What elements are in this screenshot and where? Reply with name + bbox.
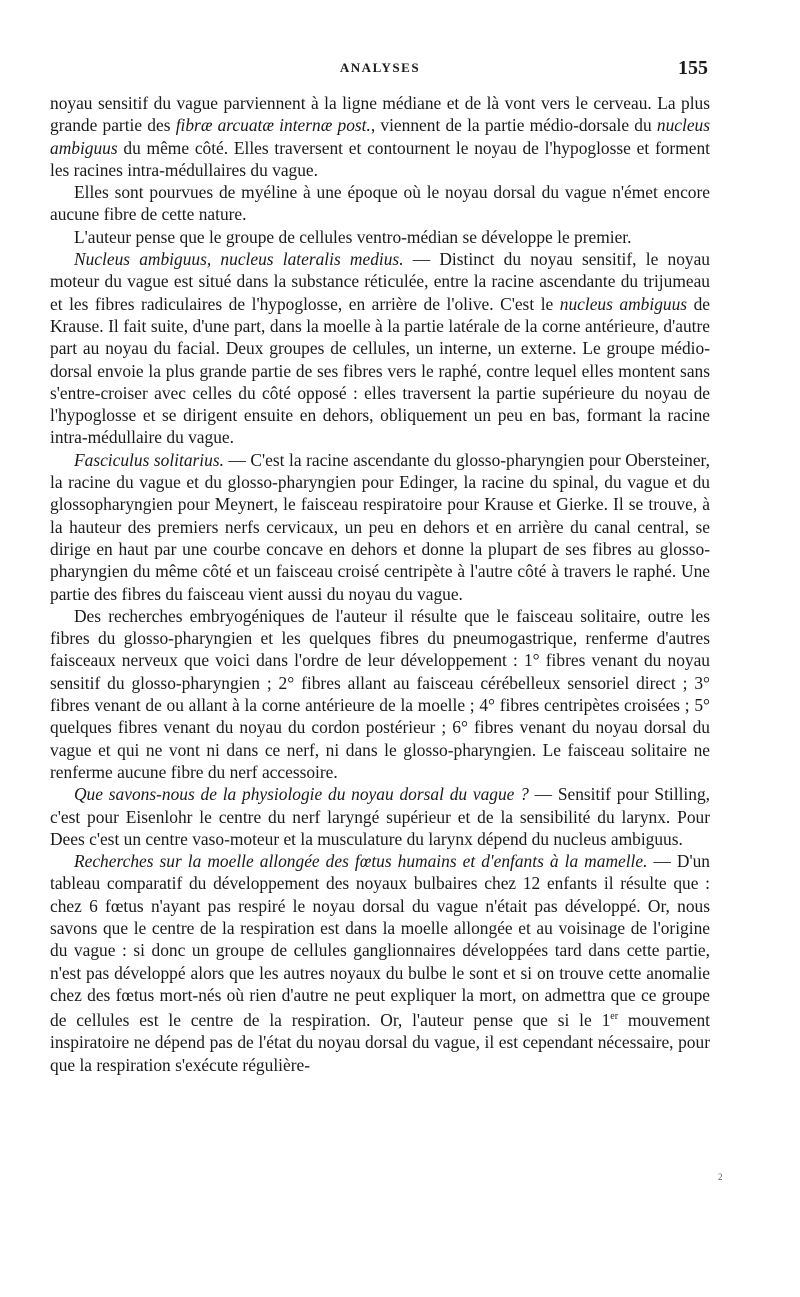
- text-run: Des recherches embryogéniques de l'auteur il résulte que le faisceau solitaire, outre les fibres du glosso-pharyngien et les quelques fibres du pneumogastrique, renferme d'autres faisceaux nerveux que voici dans l'ordre de leur développement : 1° fibres venant du noyau sensitif du glosso-pharyngien ; 2° fibres allant au faisceau cérébelleux sensoriel direct ; 3° fibres venant de ou allant à la corne antérieure de la moelle ; 4° fibres centripètes croisées ; 5° quelques fibres venant du noyau du cordon postérieur ; 6° fibres venant du noyau dorsal du vague et qui ne vont ni dans ce nerf, ni dans le glosso-pharyngien. Le faisceau solitaire ne renferme aucune fibre du nerf accessoire.: [50, 605, 710, 782]
- text-run: — D'un tableau comparatif du développement des noyaux bulbaires chez 12 enfants il résulte que : chez 6 fœtus n'ayant pas respiré le noyau dorsal du vague n'était pas développé. Or, nous savons que le centre de la respiration est dans la moelle allongée et au voisinage de l'origine du vague : si donc un groupe de cellules ganglionnaires développées tard dans cette partie, n'est pas développé alors que les autres noyaux du bulbe le sont et si on trouve cette anomalie chez des fœtus mort-nés où rien d'autre ne peut expliquer la mort, on admettra que ce groupe de cellules est le centre de la respiration. Or, l'auteur pense que si le: [50, 851, 710, 1030]
- text-run: , viennent de la partie médio-dorsale du: [370, 115, 657, 136]
- page-header: [52, 57, 708, 82]
- text-run: L'auteur pense que le groupe de cellules ventro-médian se développe le premier.: [74, 226, 632, 247]
- text-run: mouvement inspiratoire ne dépend pas de l'état du noyau dorsal du vague, il est cependant nécessaire, pour que la respiration s'exécute régulière-: [50, 1009, 710, 1075]
- italic-term: Recherches sur la moelle allongée des fœtus humains et d'enfants à la mamelle.: [74, 851, 648, 872]
- paragraph: [50, 605, 710, 783]
- paragraph: [50, 850, 710, 1076]
- italic-term: Fasciculus solitarius.: [74, 449, 224, 470]
- body-text: [50, 92, 710, 1076]
- paragraph: [50, 92, 710, 181]
- running-title: ANALYSES: [339, 60, 421, 75]
- italic-term: nucleus ambiguus: [50, 115, 710, 158]
- italic-term: Que savons-nous de la physiologie du noyau dorsal du vague ?: [74, 784, 529, 805]
- text-run: — Distinct du noyau sensitif, le noyau moteur du vague est situé dans la substance réticulée, entre la racine ascendante du trijumeau et les fibres radiculaires de l'hypoglosse, en arrière de l'olive. C'est le: [50, 249, 710, 314]
- paragraph: [50, 248, 710, 449]
- page-number: 155: [678, 57, 708, 79]
- text-run: 1: [601, 1009, 611, 1030]
- paragraph: [50, 783, 710, 850]
- superscript: er: [610, 1011, 619, 1023]
- text-run: du même côté. Elles traversent et contournent le noyau de l'hypoglosse et forment les racines intra-médullaires du vague.: [50, 137, 710, 180]
- paragraph: [50, 226, 710, 248]
- text-run: — C'est la racine ascendante du glosso-pharyngien pour Obersteiner, la racine du vague et du glosso-pharyngien pour Edinger, la racine du spinal, du vague et du glossopharyngien pour Meynert, le faisceau respiratoire pour Krause et Gierke. Il se trouve, à la hauteur des premiers nerfs cervicaux, un peu en dehors et en arrière du canal central, se dirige en haut par une courbe concave en dehors et donne la plupart de ses fibres au glosso-pharyngien du même côté et un faisceau croisé centripète à l'autre côté à travers le raphé. Une partie des fibres du faisceau vient aussi du noyau du vague.: [50, 449, 711, 604]
- text-run: — Sensitif pour Stilling, c'est pour Eisenlohr le centre du nerf laryngé supérieur et de la sensibilité du larynx. Pour Dees c'est un centre vaso-moteur et la musculature du larynx dépend du nucleus ambiguus.: [50, 784, 710, 849]
- italic-term: nucleus ambiguus: [559, 293, 688, 314]
- text-run: noyau sensitif du vague parviennent à la ligne médiane et de là vont vers le cerveau. La plus grande partie des: [50, 93, 710, 136]
- paragraph: [50, 181, 710, 226]
- text-run: de Krause. Il fait suite, d'une part, dans la moelle à la partie latérale de la corne antérieure, d'autre part au noyau du facial. Deux groupes de cellules, un interne, un externe. Le groupe médio-dorsal envoie la plus grande partie de ses fibres vers le raphé, contre lequel elles montent sans s'entre-croiser avec celles du côté opposé : elles traversent la partie supérieure du noyau de l'hypoglosse et se dirigent ensuite en dehors, obliquement un peu en bas, formant la racine intra-médullaire du vague.: [50, 293, 711, 448]
- italic-term: fibræ arcuatæ internæ post.: [175, 115, 371, 136]
- margin-mark: 2: [718, 1172, 723, 1182]
- italic-term: Nucleus ambiguus, nucleus lateralis medius.: [74, 249, 404, 270]
- text-run: Elles sont pourvues de myéline à une époque où le noyau dorsal du vague n'émet encore aucune fibre de cette nature.: [50, 182, 710, 225]
- paragraph: [50, 449, 710, 605]
